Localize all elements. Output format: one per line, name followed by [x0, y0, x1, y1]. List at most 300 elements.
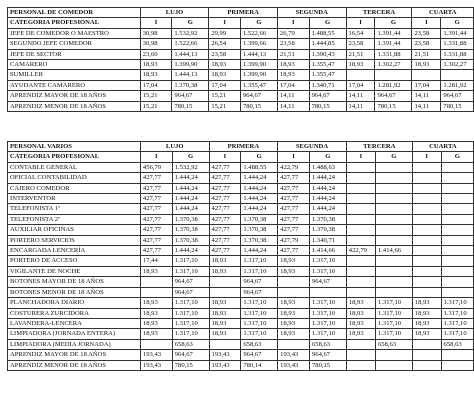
category-cell: VIGILANTE DE NOCHE [8, 266, 141, 276]
table-title: PERSONAL DE COMEDOR [8, 8, 141, 18]
table-row [8, 235, 474, 245]
level-header: CUARTA [412, 8, 474, 18]
g-value-cell: 1.444,24 [172, 194, 209, 204]
i-value-cell: 18,93 [277, 70, 309, 80]
i-value-cell: 427,77 [209, 235, 241, 245]
g-value-cell: 1.370,38 [241, 214, 278, 224]
g-value-cell: 964,67 [241, 287, 278, 297]
i-value-cell: 427,77 [278, 183, 310, 193]
i-value-cell: 23,58 [412, 39, 441, 49]
i-value-cell: 193,43 [278, 350, 310, 360]
i-value-cell: 18,93 [209, 308, 241, 318]
g-value-cell [441, 256, 473, 266]
i-value-cell: 427,77 [140, 225, 172, 235]
g-value-cell [375, 183, 412, 193]
g-value-cell: 1.317,10 [172, 266, 209, 276]
g-value-cell [441, 70, 474, 80]
g-value-cell [375, 350, 412, 360]
category-header: CATEGORIA PROFESIONAL [8, 18, 141, 28]
g-value-cell: 1.331,88 [441, 39, 474, 49]
g-value-cell: 1.317,10 [375, 329, 412, 339]
category-cell: BOTONES MENOR DE 18 AÑOS [8, 287, 141, 297]
i-value-cell [412, 350, 441, 360]
category-cell: JEFE DE COMEDOR O MAESTRO [8, 28, 141, 38]
category-cell: LIMPIADORA (MEDIA JORNADA) [8, 339, 141, 349]
i-value-cell: 18,93 [140, 298, 172, 308]
i-value-cell: 15,21 [209, 101, 241, 111]
g-value-cell: 1.488,55 [241, 162, 278, 172]
i-value-cell [278, 339, 310, 349]
table-row [8, 339, 474, 349]
i-value-cell [346, 350, 375, 360]
g-value-cell [375, 360, 412, 370]
i-value-cell: 21,51 [412, 49, 441, 59]
i-value-cell: 18,93 [412, 318, 441, 328]
g-value-cell: 780,15 [172, 360, 209, 370]
i-value-cell: 17,44 [140, 256, 172, 266]
g-value-cell [375, 266, 412, 276]
table-row [8, 173, 474, 183]
i-value-cell: 18,93 [209, 256, 241, 266]
i-value-cell [412, 339, 441, 349]
table-row [8, 49, 474, 59]
g-value-cell: 1.444,85 [309, 39, 346, 49]
i-value-cell [346, 194, 375, 204]
g-value-cell: 1.444,24 [241, 194, 278, 204]
g-value-cell: 964,67 [241, 350, 278, 360]
i-value-cell: 18,93 [278, 298, 310, 308]
g-value-cell: 1.444,24 [309, 173, 346, 183]
i-header: I [278, 152, 310, 162]
i-value-cell: 427,77 [140, 173, 172, 183]
i-value-cell: 18,93 [140, 329, 172, 339]
i-header: I [140, 18, 172, 28]
g-value-cell [375, 277, 412, 287]
i-value-cell [278, 277, 310, 287]
g-value-cell: 1.444,24 [172, 204, 209, 214]
category-cell: CONTABLE GENERAL [8, 162, 141, 172]
i-value-cell: 14,11 [412, 91, 441, 101]
level-header: PRIMERA [209, 142, 278, 152]
g-value-cell: 1.391,44 [441, 28, 474, 38]
category-cell: INTERVENTOR [8, 194, 141, 204]
i-value-cell [346, 339, 375, 349]
i-value-cell: 21,51 [277, 49, 309, 59]
category-cell: SEGUNDO JEFE COMEDOR [8, 39, 141, 49]
i-header: I [209, 18, 241, 28]
i-value-cell: 18,93 [346, 298, 375, 308]
g-value-cell: 1.532,92 [172, 162, 209, 172]
g-value-cell: 1.355,47 [240, 80, 277, 90]
i-value-cell: 18,93 [209, 318, 241, 328]
table-row [8, 298, 474, 308]
i-header: I [412, 152, 441, 162]
i-value-cell: 18,93 [209, 298, 241, 308]
i-value-cell: 427,77 [140, 183, 172, 193]
category-cell: APRENDIZ MENOR DE 18 AÑOS [8, 101, 141, 111]
category-cell: TELEFONISTA 1ª [8, 204, 141, 214]
table-row [8, 350, 474, 360]
table-row [8, 266, 474, 276]
level-header: LUJO [140, 8, 209, 18]
table-row [8, 80, 474, 90]
i-value-cell: 18,93 [346, 308, 375, 318]
i-header: I [140, 152, 172, 162]
i-value-cell [346, 235, 375, 245]
i-value-cell: 18,93 [140, 70, 172, 80]
table-row [8, 39, 474, 49]
i-value-cell [412, 183, 441, 193]
g-value-cell: 1.317,10 [241, 318, 278, 328]
g-value-cell: 1.317,10 [172, 318, 209, 328]
i-value-cell: 15,21 [209, 91, 241, 101]
i-value-cell: 14,11 [412, 101, 441, 111]
g-value-cell: 1.390,43 [309, 49, 346, 59]
i-value-cell: 26,54 [209, 39, 241, 49]
g-value-cell: 1.444,24 [309, 183, 346, 193]
table-row [8, 204, 474, 214]
g-value-cell: 1.317,10 [309, 256, 346, 266]
g-value-cell [375, 204, 412, 214]
g-header: G [172, 18, 209, 28]
i-value-cell: 18,93 [140, 60, 172, 70]
g-value-cell: 1.399,90 [172, 60, 209, 70]
g-value-cell [375, 70, 412, 80]
i-value-cell [346, 214, 375, 224]
g-value-cell: 964,67 [172, 277, 209, 287]
table-row [8, 225, 474, 235]
i-value-cell: 427,77 [140, 194, 172, 204]
g-value-cell: 964,67 [241, 277, 278, 287]
g-value-cell [441, 277, 473, 287]
g-value-cell: 780,15 [375, 101, 412, 111]
g-value-cell [441, 225, 473, 235]
i-value-cell: 427,77 [209, 183, 241, 193]
i-value-cell: 427,77 [278, 173, 310, 183]
g-value-cell [375, 173, 412, 183]
g-value-cell: 1.444,24 [172, 246, 209, 256]
i-value-cell: 14,11 [277, 91, 309, 101]
g-value-cell: 780,15 [441, 101, 474, 111]
level-header-row [8, 142, 474, 152]
g-value-cell: 1.444,13 [240, 49, 277, 59]
g-value-cell: 780,15 [172, 101, 209, 111]
i-header: I [412, 18, 441, 28]
g-header: G [441, 18, 474, 28]
category-cell: CAJERO COMEDOR [8, 183, 141, 193]
i-value-cell: 18,93 [278, 256, 310, 266]
i-value-cell [412, 246, 441, 256]
g-value-cell: 1.281,92 [375, 80, 412, 90]
i-value-cell [346, 256, 375, 266]
i-value-cell: 18,93 [412, 298, 441, 308]
i-value-cell: 427,77 [209, 204, 241, 214]
i-value-cell [412, 225, 441, 235]
i-value-cell: 17,04 [209, 80, 241, 90]
i-value-cell: 18,93 [209, 266, 241, 276]
g-value-cell: 1.370,38 [172, 235, 209, 245]
g-value-cell: 1.370,38 [172, 80, 209, 90]
personal-comedor-body [8, 8, 474, 112]
i-value-cell: 193,43 [140, 350, 172, 360]
g-value-cell: 658,63 [375, 339, 412, 349]
g-header: G [375, 18, 412, 28]
i-value-cell: 427,77 [209, 194, 241, 204]
g-value-cell: 1.317,10 [375, 308, 412, 318]
g-header: G [172, 152, 209, 162]
i-value-cell: 427,79 [278, 235, 310, 245]
i-value-cell: 427,77 [278, 225, 310, 235]
i-value-cell [412, 235, 441, 245]
i-value-cell [346, 204, 375, 214]
i-value-cell: 427,77 [140, 214, 172, 224]
g-value-cell: 1.302,27 [441, 60, 474, 70]
table-row [8, 360, 474, 370]
table-row [8, 256, 474, 266]
g-value-cell: 1.355,47 [309, 70, 346, 80]
g-value-cell: 1.370,38 [172, 225, 209, 235]
table-row [8, 277, 474, 287]
i-value-cell [412, 360, 441, 370]
g-value-cell: 780,15 [309, 360, 346, 370]
g-value-cell: 1.317,10 [241, 266, 278, 276]
table-row [8, 318, 474, 328]
i-value-cell: 427,77 [140, 235, 172, 245]
i-value-cell: 18,93 [346, 318, 375, 328]
i-value-cell [412, 214, 441, 224]
g-value-cell: 1.317,10 [309, 329, 346, 339]
i-value-cell [346, 183, 375, 193]
g-value-cell: 964,67 [441, 91, 474, 101]
g-value-cell [441, 350, 473, 360]
g-value-cell: 1.370,38 [241, 225, 278, 235]
category-cell: AYUDANTE CAMARERO [8, 80, 141, 90]
g-value-cell [441, 183, 473, 193]
g-value-cell: 1.370,38 [172, 214, 209, 224]
g-value-cell [441, 235, 473, 245]
g-value-cell [375, 225, 412, 235]
i-value-cell: 15,21 [140, 91, 172, 101]
category-cell: SUMILLER [8, 70, 141, 80]
category-cell: LIMPIADORA (JORNADA ENTERA) [8, 329, 141, 339]
g-value-cell [441, 162, 473, 172]
g-value-cell: 1.317,10 [241, 298, 278, 308]
i-value-cell: 18,93 [140, 318, 172, 328]
i-value-cell [346, 277, 375, 287]
g-value-cell: 1.340,71 [309, 235, 346, 245]
i-value-cell [346, 225, 375, 235]
i-value-cell [412, 266, 441, 276]
i-value-cell: 18,93 [412, 60, 441, 70]
i-value-cell [209, 277, 241, 287]
i-value-cell: 193,43 [209, 360, 241, 370]
level-header: SEGUNDA [278, 142, 347, 152]
g-value-cell: 658,63 [309, 339, 346, 349]
g-value-cell: 1.331,88 [375, 49, 412, 59]
g-value-cell: 1.281,92 [441, 80, 474, 90]
i-value-cell: 193,43 [209, 350, 241, 360]
i-value-cell: 30,98 [140, 39, 172, 49]
ig-header-row [8, 152, 474, 162]
i-value-cell: 18,93 [412, 308, 441, 318]
g-value-cell [441, 204, 473, 214]
g-value-cell [375, 162, 412, 172]
g-value-cell: 1.414,66 [375, 246, 412, 256]
i-value-cell: 26,79 [277, 28, 309, 38]
i-value-cell [412, 204, 441, 214]
category-header: CATEGORIA PROFESIONAL [8, 152, 141, 162]
g-value-cell: 964,67 [309, 350, 346, 360]
category-cell: PORTERO SERVICIOS [8, 235, 141, 245]
i-value-cell: 18,93 [140, 308, 172, 318]
i-value-cell: 18,93 [278, 266, 310, 276]
g-value-cell: 1.340,71 [309, 80, 346, 90]
ig-header-row [8, 18, 474, 28]
g-value-cell: 1.391,44 [375, 28, 412, 38]
g-value-cell: 1.414,66 [309, 246, 346, 256]
i-value-cell: 427,77 [209, 162, 241, 172]
i-value-cell [412, 277, 441, 287]
table-row [8, 183, 474, 193]
i-value-cell [140, 339, 172, 349]
g-header: G [375, 152, 412, 162]
i-value-cell [346, 360, 375, 370]
g-value-cell: 1.399,66 [240, 39, 277, 49]
g-value-cell: 1.444,24 [241, 183, 278, 193]
g-value-cell: 1.317,10 [172, 308, 209, 318]
g-value-cell: 1.317,10 [172, 329, 209, 339]
table-row [8, 60, 474, 70]
i-value-cell [346, 162, 375, 172]
g-value-cell [441, 173, 473, 183]
i-value-cell: 427,77 [209, 225, 241, 235]
i-value-cell: 18,93 [209, 60, 241, 70]
i-value-cell: 427,77 [278, 214, 310, 224]
i-value-cell: 18,93 [278, 318, 310, 328]
table-title: PERSONAL VARIOS [8, 142, 141, 152]
category-cell: APRENDIZ MAYOR DE 18 AÑOS [8, 91, 141, 101]
i-header: I [346, 18, 375, 28]
category-cell: OFICIAL CONTABILIDAD [8, 173, 141, 183]
i-value-cell: 427,77 [140, 204, 172, 214]
i-value-cell: 23,58 [346, 39, 375, 49]
g-value-cell [441, 287, 473, 297]
g-value-cell: 1.317,10 [241, 329, 278, 339]
i-value-cell: 18,93 [209, 329, 241, 339]
g-value-cell: 1.302,27 [375, 60, 412, 70]
g-value-cell: 964,67 [375, 91, 412, 101]
g-value-cell: 1.444,24 [241, 173, 278, 183]
g-value-cell: 780,15 [240, 101, 277, 111]
i-value-cell: 422,79 [278, 162, 310, 172]
level-header: LUJO [140, 142, 209, 152]
i-value-cell: 427,77 [209, 214, 241, 224]
category-cell: APRENDIZ MAYOR DE 18 AÑOS [8, 350, 141, 360]
g-value-cell: 1.488,55 [309, 28, 346, 38]
i-value-cell: 18,93 [277, 60, 309, 70]
level-header-row [8, 8, 474, 18]
i-value-cell [346, 173, 375, 183]
i-value-cell: 18,93 [140, 266, 172, 276]
g-value-cell: 658,63 [241, 339, 278, 349]
g-value-cell: 1.370,38 [241, 235, 278, 245]
i-value-cell [412, 173, 441, 183]
category-cell: LAVANDERA-LENCERA [8, 318, 141, 328]
i-value-cell: 18,93 [278, 308, 310, 318]
i-value-cell: 18,93 [346, 60, 375, 70]
i-value-cell: 23,60 [140, 49, 172, 59]
g-value-cell [309, 287, 346, 297]
i-value-cell: 17,04 [412, 80, 441, 90]
level-header: CUARTA [412, 142, 473, 152]
g-value-cell: 1.522,66 [240, 28, 277, 38]
g-value-cell: 1.444,24 [172, 183, 209, 193]
i-value-cell: 18,93 [278, 329, 310, 339]
table-row [8, 162, 474, 172]
i-header: I [346, 152, 375, 162]
g-value-cell: 1.444,13 [172, 49, 209, 59]
category-cell: AUXILIAR OFICINAS [8, 225, 141, 235]
g-value-cell: 1.532,92 [172, 28, 209, 38]
i-value-cell: 427,77 [209, 246, 241, 256]
category-cell: BOTONES MAYOR DE 18 AÑOS [8, 277, 141, 287]
table-row [8, 214, 474, 224]
personal-varios-table [7, 141, 474, 371]
i-value-cell [140, 287, 172, 297]
i-value-cell [412, 162, 441, 172]
g-value-cell [375, 235, 412, 245]
category-cell: COSTURERA ZURCIDORA [8, 308, 141, 318]
i-value-cell [412, 287, 441, 297]
g-value-cell [441, 360, 473, 370]
i-value-cell: 18,93 [346, 329, 375, 339]
g-value-cell: 1.317,10 [441, 308, 473, 318]
level-header: PRIMERA [209, 8, 278, 18]
g-value-cell [441, 266, 473, 276]
g-value-cell: 964,67 [172, 350, 209, 360]
g-value-cell: 1.317,10 [375, 318, 412, 328]
category-cell: ENCARGADA LENCERÍA [8, 246, 141, 256]
i-value-cell: 14,11 [277, 101, 309, 111]
g-value-cell [441, 246, 473, 256]
g-value-cell: 964,67 [172, 287, 209, 297]
i-value-cell: 18,93 [412, 329, 441, 339]
category-cell: APRENDIZ MENOR DE 18 AÑOS [8, 360, 141, 370]
i-header: I [277, 18, 309, 28]
table-row [8, 308, 474, 318]
g-value-cell: 1.399,90 [240, 60, 277, 70]
g-value-cell: 1.317,10 [309, 308, 346, 318]
g-value-cell [375, 214, 412, 224]
table-row [8, 101, 474, 111]
g-value-cell [375, 287, 412, 297]
g-value-cell: 1.444,24 [309, 194, 346, 204]
i-value-cell [278, 287, 310, 297]
g-value-cell: 964,67 [309, 277, 346, 287]
g-value-cell: 1.317,10 [172, 298, 209, 308]
g-value-cell: 1.444,24 [172, 173, 209, 183]
i-value-cell [209, 339, 241, 349]
g-value-cell: 1.444,24 [309, 204, 346, 214]
level-header: TERCERA [346, 8, 412, 18]
g-value-cell: 964,67 [240, 91, 277, 101]
i-value-cell [412, 70, 441, 80]
g-value-cell: 780,15 [309, 101, 346, 111]
i-value-cell: 14,11 [346, 101, 375, 111]
category-cell: JEFE DE SECTOR [8, 49, 141, 59]
i-value-cell [412, 194, 441, 204]
i-value-cell: 427,77 [140, 246, 172, 256]
